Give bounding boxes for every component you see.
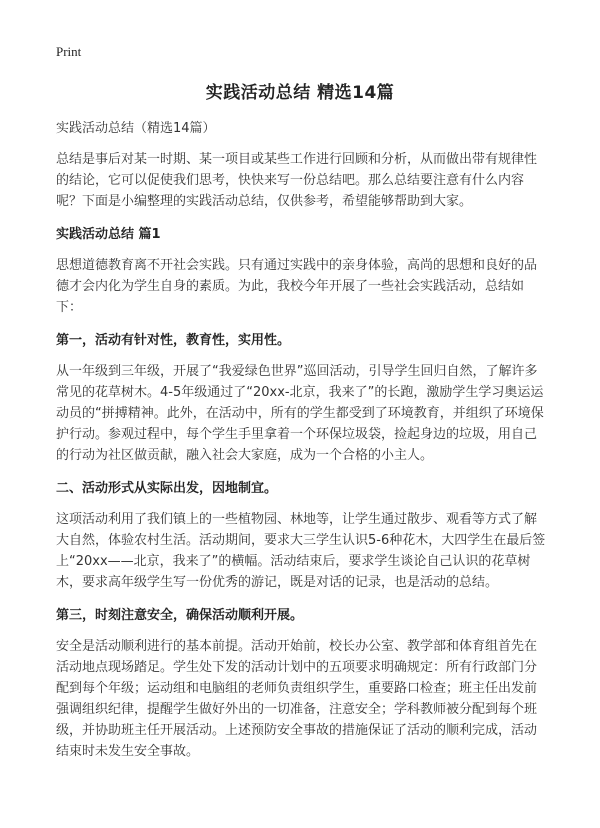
article-heading: 实践活动总结 篇1 (56, 227, 161, 242)
document-body (56, 118, 548, 774)
section-body-1: 从一年级到三年级，开展了“我爱绿色世界”巡回活动，引导学生回归自然，了解许多常见的花草树木。4-5年级通过了“20xx-北京，我来了”的长跑，激励学生学习奥运运动员的“拼搏精神。此外，在活动中，所有的学生都受到了环境教育，并组织了环境保护行动。参观过程中，每个学生手里拿着一个环保垃圾袋，捡起身边的垃圾，用自己的行动为社区做贡献，融入社会大家庭，成为一个合格的小主人。 (56, 364, 544, 463)
section-body-2: 这项活动利用了我们镇上的一些植物园、林地等，让学生通过散步、观看等方式了解大自然，体验农村生活。活动期间，要求大三学生认识5-6种花木，大四学生在最后签上“20xx——北京，我来了”的横幅。活动结束后，要求学生谈论自己认识的花草树木，要求高年级学生写一份优秀的游记，既是对话的记录，也是活动的总结。 (56, 512, 546, 590)
article-intro-paragraph: 思想道德教育离不开社会实践。只有通过实践中的亲身体验，高尚的思想和良好的品德才会内化为学生自身的素质。为此，我校今年开展了一些社会实践活动，总结如下： (56, 258, 538, 315)
page-title: 实践活动总结 精选14篇 (205, 83, 395, 103)
section-body-3: 安全是活动顺利进行的基本前提。活动开始前，校长办公室、教学部和体育组首先在活动地点现场踏足。学生处下发的活动计划中的五项要求明确规定：所有行政部门分配到每个年级；运动组和电脑组的老师负责组织学生，重要路口检查；班主任出发前强调组织纪律，提醒学生做好外出的一切准备，注意安全；学科教师被分配到每个班级，并协助班主任开展活动。上述预防安全事故的措施保证了活动的顺利完成，活动结束时未发生安全事故。 (56, 639, 538, 759)
intro-paragraph: 总结是事后对某一时期、某一项目或某些工作进行回顾和分析，从而做出带有规律性的结论，它可以促使我们思考，快快来写一份总结吧。那么总结要注意有什么内容呢？下面是小编整理的实践活动总结，仅供参考，希望能够帮助到大家。 (56, 152, 538, 209)
section-heading-3: 第三，时刻注意安全，确保活动顺利开展。 (56, 608, 304, 623)
print-label: Print (56, 44, 82, 59)
section-heading-1: 第一，活动有针对性，教育性，实用性。 (56, 333, 291, 348)
document-subtitle: 实践活动总结（精选14篇） (56, 121, 216, 136)
section-heading-2: 二、活动形式从实际出发，因地制宜。 (56, 481, 278, 496)
